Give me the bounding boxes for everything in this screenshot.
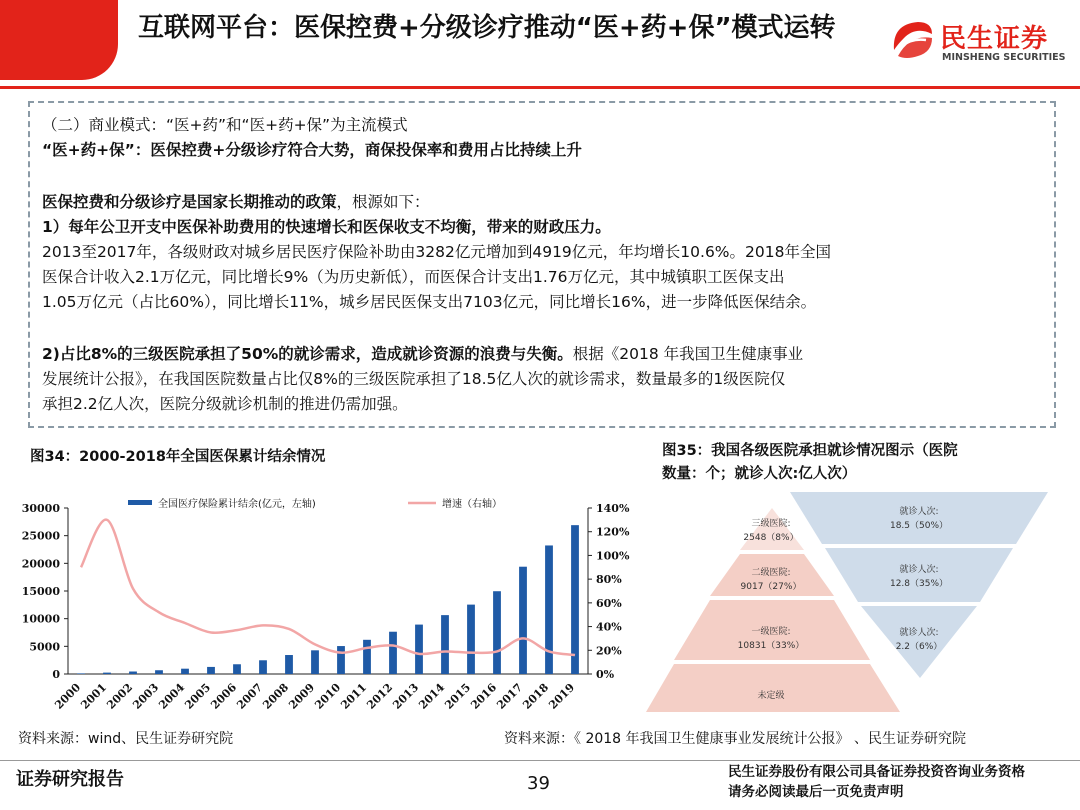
right-tick-label: 20% xyxy=(596,644,622,658)
section-heading: （二）商业模式：“医+药”和“医+药+保”为主流模式 xyxy=(42,116,408,134)
x-tick-label-2002: 2002 xyxy=(104,680,136,712)
right-tick-label: 100% xyxy=(596,549,630,563)
x-tick-label-2003: 2003 xyxy=(130,680,162,712)
funnel-level-2 xyxy=(825,548,1013,602)
level2-name: 二级医院: xyxy=(751,568,791,578)
fig35-pyramid-diagram xyxy=(640,488,1060,718)
logo-english-text: MINSHENG SECURITIES xyxy=(942,52,1066,63)
report-type-label: 证券研究报告 xyxy=(16,769,124,790)
reason-2-bold: 2)占比8%的三级医院承担了50%的就诊需求，造成就诊资源的浪费与失衡。 xyxy=(42,345,573,363)
bar-2017 xyxy=(519,567,527,674)
page-title: 互联网平台：医保控费+分级诊疗推动“医+药+保”模式运转 xyxy=(138,13,836,43)
left-tick-label: 25000 xyxy=(21,529,60,543)
x-tick-label-2007: 2007 xyxy=(234,680,266,712)
policy-intro-bold: 医保控费和分级诊疗是国家长期推动的政策 xyxy=(42,193,337,211)
bar-2016 xyxy=(493,591,501,674)
bar-2015 xyxy=(467,605,475,674)
right-tick-label: 0% xyxy=(596,668,615,681)
x-tick-label-2001: 2001 xyxy=(78,680,110,712)
bar-2010 xyxy=(337,646,345,674)
left-tick-label: 20000 xyxy=(21,557,60,571)
legend-line-label: 增速（右轴） xyxy=(442,499,502,510)
pyramid-level-3 xyxy=(740,508,804,550)
fig34-chart xyxy=(10,490,640,720)
reason-1-text-2: 医保合计收入2.1万亿元，同比增长9%（为历史新低），而医保合计支出1.76万亿元，其中城镇职工医保支出 xyxy=(42,268,785,286)
bar-2002 xyxy=(129,672,137,674)
legend-bar-label: 全国医疗保险累计结余(亿元，左轴) xyxy=(158,499,316,510)
pyramid-unrated xyxy=(646,664,900,712)
reason-2-text-1: 发展统计公报》，在我国医院数量占比仅8%的三级医院承担了18.5亿人次的就诊需求，数量最多的1级医院仅 xyxy=(42,370,786,388)
funnel-level-3 xyxy=(790,492,1048,544)
logo-mark-icon xyxy=(888,16,936,62)
right-tick-label: 40% xyxy=(596,620,622,634)
bar-2018 xyxy=(545,545,553,674)
bar-2007 xyxy=(259,660,267,674)
visits-level2-value: 12.8（35%） xyxy=(889,579,949,589)
header-divider xyxy=(0,86,1080,89)
bar-2009 xyxy=(311,650,319,674)
footer-qualification: 民生证券股份有限公司具备证券投资咨询业务资格 xyxy=(728,764,1025,780)
level3-value: 2548（8%） xyxy=(743,533,799,543)
x-tick-label-2011: 2011 xyxy=(338,680,370,712)
right-tick-label: 120% xyxy=(596,525,630,539)
right-tick-label: 80% xyxy=(596,573,622,587)
x-tick-label-2000: 2000 xyxy=(52,680,84,712)
footer-disclaimer-note: 请务必阅读最后一页免责声明 xyxy=(728,784,904,800)
fig34-title: 图34：2000-2018年全国医保累计结余情况 xyxy=(30,449,326,465)
unrated-name: 未定级 xyxy=(757,691,785,701)
fig35-source: 资料来源：《 2018 年我国卫生健康事业发展统计公报》 、民生证券研究院 xyxy=(504,731,966,747)
company-logo xyxy=(888,14,1074,70)
bar-2013 xyxy=(415,625,423,674)
logo-chinese-text: 民生证券 xyxy=(940,24,1049,54)
x-tick-label-2016: 2016 xyxy=(468,680,500,712)
level2-value: 9017（27%） xyxy=(740,582,802,592)
legend-bar-swatch xyxy=(128,500,152,505)
policy-intro-rest: ，根源如下： xyxy=(336,193,430,211)
reason-1-text-3: 1.05万亿元（占比60%），同比增长11%，城乡居民医保支出7103亿元，同比增长16%，进一步降低医保结余。 xyxy=(42,293,817,311)
x-tick-label-2010: 2010 xyxy=(312,680,344,712)
visits-level3-value: 18.5（50%） xyxy=(889,521,949,531)
x-tick-label-2019: 2019 xyxy=(546,680,578,712)
reason-2-text-2: 承担2.2亿人次，医院分级就诊机制的推进仍需加强。 xyxy=(42,395,408,413)
level3-name: 三级医院: xyxy=(751,519,791,529)
x-tick-label-2008: 2008 xyxy=(260,680,292,712)
reason-1-heading: 1）每年公卫开支中医保补助费用的快速增长和医保收支不均衡，带来的财政压力。 xyxy=(42,218,611,236)
visits-level3-name: 就诊人次: xyxy=(899,507,939,517)
visits-level2-name: 就诊人次: xyxy=(899,565,939,575)
x-tick-label-2017: 2017 xyxy=(494,680,526,712)
x-tick-label-2015: 2015 xyxy=(442,680,474,712)
x-tick-label-2006: 2006 xyxy=(208,680,240,712)
left-tick-label: 0 xyxy=(52,668,60,681)
x-tick-label-2013: 2013 xyxy=(390,680,422,712)
left-tick-label: 30000 xyxy=(21,502,60,515)
x-tick-label-2005: 2005 xyxy=(182,680,214,712)
bar-2006 xyxy=(233,664,241,674)
reason-2-heading xyxy=(42,342,1042,367)
bar-2000 xyxy=(77,673,85,674)
x-tick-label-2004: 2004 xyxy=(156,680,188,712)
bar-2003 xyxy=(155,670,163,674)
policy-intro xyxy=(42,190,1042,215)
footer-divider xyxy=(0,760,1080,761)
x-tick-label-2014: 2014 xyxy=(416,680,448,712)
left-tick-label: 15000 xyxy=(21,585,60,598)
x-tick-label-2012: 2012 xyxy=(364,680,396,712)
visits-level1-name: 就诊人次: xyxy=(899,628,939,638)
reason-1-text-1: 2013至2017年，各级财政对城乡居民医疗保险补助由3282亿元增加到4919亿元，年均增长10.6%。2018年全国 xyxy=(42,243,831,261)
level1-value: 10831（33%） xyxy=(737,641,805,651)
footer-disclaimer xyxy=(728,762,1025,802)
bar-2019 xyxy=(571,525,579,674)
header-accent-block xyxy=(0,0,118,80)
fig35-title-line2: 数量：个；就诊人次:亿人次） xyxy=(662,466,857,482)
bar-2014 xyxy=(441,615,449,674)
bar-2001 xyxy=(103,673,111,674)
bar-2004 xyxy=(181,669,189,674)
left-tick-label: 5000 xyxy=(29,640,60,654)
reason-2-rest: 根据《2018 年我国卫生健康事业 xyxy=(572,345,804,363)
left-tick-label: 10000 xyxy=(21,612,60,626)
page-number: 39 xyxy=(527,773,550,794)
bar-2005 xyxy=(207,667,215,674)
fig35-title-line1: 图35：我国各级医院承担就诊情况图示（医院 xyxy=(662,443,958,459)
visits-level1-value: 2.2（6%） xyxy=(895,642,943,652)
bar-2012 xyxy=(389,632,397,674)
level1-name: 一级医院: xyxy=(751,627,791,637)
bar-2011 xyxy=(363,640,371,674)
fig34-source: 资料来源：wind、民生证券研究院 xyxy=(18,731,234,747)
x-tick-label-2018: 2018 xyxy=(520,680,552,712)
section-subheading: “医+药+保”：医保控费+分级诊疗符合大势，商保投保率和费用占比持续上升 xyxy=(42,141,582,159)
bar-2008 xyxy=(285,655,293,674)
x-tick-label-2009: 2009 xyxy=(286,680,318,712)
right-tick-label: 60% xyxy=(596,596,622,610)
right-tick-label: 140% xyxy=(596,502,630,515)
